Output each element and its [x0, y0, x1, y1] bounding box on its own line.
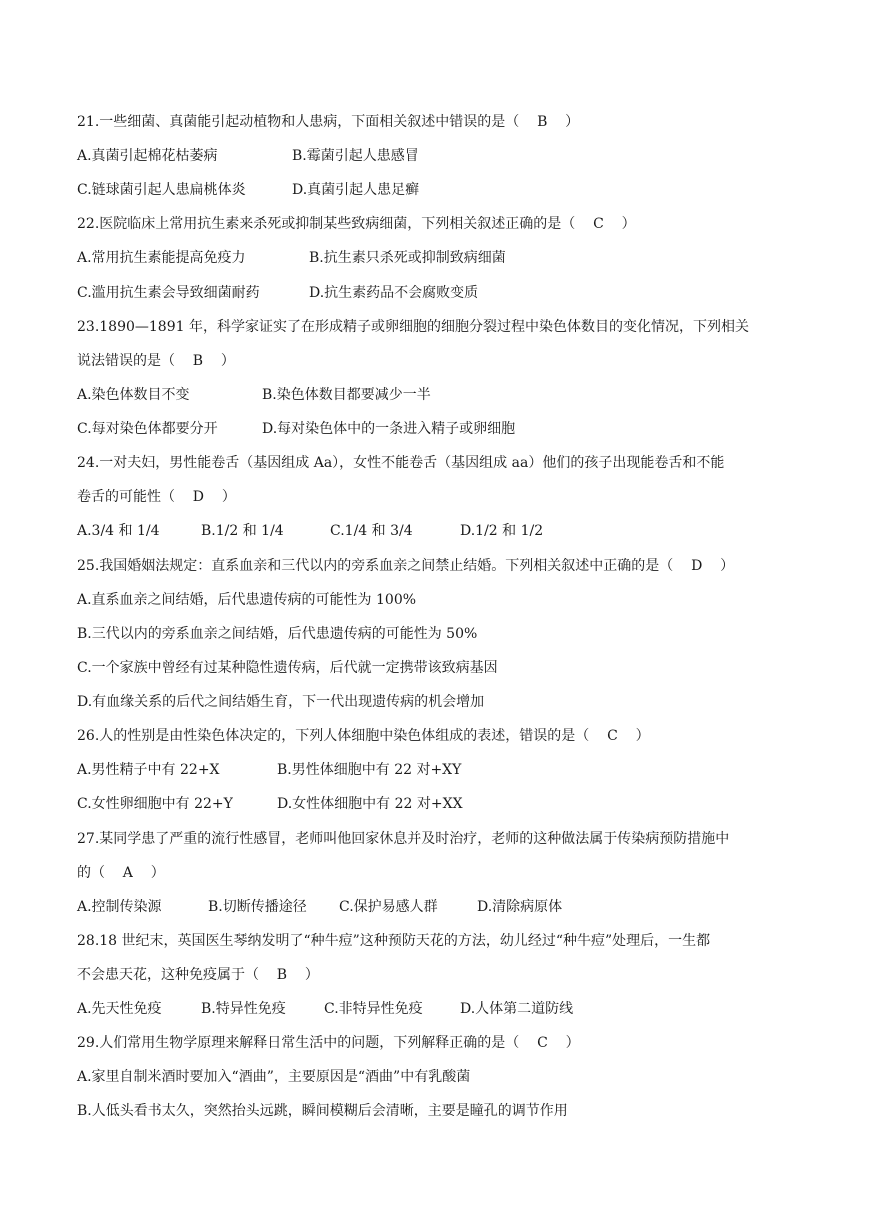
- question-22-stem: 22.医院临床上常用抗生素来杀死或抑制某些致病细菌，下列相关叙述正确的是（ C ）: [77, 216, 636, 232]
- question-25-option-d: D.有血缘关系的后代之间结婚生育，下一代出现遗传病的机会增加: [77, 694, 485, 710]
- question-24-option-a: A.3/4 和 1/4: [77, 523, 160, 539]
- question-28-option-d: D.人体第二道防线: [460, 1001, 574, 1017]
- question-26-option-b: B.男性体细胞中有 22 对+XY: [277, 762, 462, 778]
- question-24-stem-line1: 24.一对夫妇，男性能卷舌（基因组成 Aa），女性不能卷舌（基因组成 aa）他们的孩子出现能卷舌和不能: [77, 455, 725, 471]
- question-25-stem: 25.我国婚姻法规定：直系血亲和三代以内的旁系血亲之间禁止结婚。下列相关叙述中正确的是（ D ）: [77, 558, 735, 574]
- question-23-option-b: B.染色体数目都要减少一半: [262, 387, 431, 403]
- question-28-option-a: A.先天性免疫: [77, 1001, 162, 1017]
- question-27-stem-line1: 27.某同学患了严重的流行性感冒，老师叫他回家休息并及时治疗，老师的这种做法属于传染病预防措施中: [77, 831, 730, 847]
- question-28-stem-line1: 28.18 世纪末，英国医生琴纳发明了“种牛痘”这种预防天花的方法，幼儿经过“种牛痘”处理后，一生都: [77, 933, 711, 949]
- question-27-option-b: B.切断传播途径: [208, 899, 307, 915]
- question-21-option-d: D.真菌引起人患足癣: [292, 182, 420, 198]
- question-28-option-c: C.非特异性免疫: [324, 1001, 423, 1017]
- question-27-option-a: A.控制传染源: [77, 899, 162, 915]
- question-22-option-a: A.常用抗生素能提高免疫力: [77, 250, 246, 266]
- question-25-option-b: B.三代以内的旁系血亲之间结婚，后代患遗传病的可能性为 50%: [77, 626, 478, 642]
- question-26-option-d: D.女性体细胞中有 22 对+XX: [277, 796, 463, 812]
- question-24-option-c: C.1/4 和 3/4: [330, 523, 413, 539]
- question-29-option-b: B.人低头看书太久，突然抬头远跳，瞬间模糊后会清晰，主要是瞳孔的调节作用: [77, 1103, 568, 1119]
- question-28-stem-line2: 不会患天花，这种免疫属于（ B ）: [77, 967, 319, 983]
- question-21-stem: 21.一些细菌、真菌能引起动植物和人患病，下面相关叙述中错误的是（ B ）: [77, 114, 580, 130]
- question-24-option-b: B.1/2 和 1/4: [201, 523, 284, 539]
- question-26-stem: 26.人的性别是由性染色体决定的，下列人体细胞中染色体组成的表述，错误的是（ C ）: [77, 728, 650, 744]
- question-21-option-a: A.真菌引起棉花枯萎病: [77, 148, 218, 164]
- question-25-option-c: C.一个家族中曾经有过某种隐性遗传病，后代就一定携带该致病基因: [77, 660, 498, 676]
- question-23-option-a: A.染色体数目不变: [77, 387, 190, 403]
- question-25-option-a: A.直系血亲之间结婚，后代患遗传病的可能性为 100%: [77, 592, 417, 608]
- question-22-option-b: B.抗生素只杀死或抑制致病细菌: [309, 250, 506, 266]
- question-26-option-c: C.女性卵细胞中有 22+Y: [77, 796, 233, 812]
- question-23-option-d: D.每对染色体中的一条进入精子或卵细胞: [262, 421, 516, 437]
- question-24-option-d: D.1/2 和 1/2: [460, 523, 544, 539]
- question-29-option-a: A.家里自制米酒时要加入“酒曲”，主要原因是“酒曲”中有乳酸菌: [77, 1069, 471, 1085]
- question-28-option-b: B.特异性免疫: [201, 1001, 286, 1017]
- question-21-option-c: C.链球菌引起人患扁桃体炎: [77, 182, 246, 198]
- question-26-option-a: A.男性精子中有 22+X: [77, 762, 220, 778]
- question-22-option-c: C.滥用抗生素会导致细菌耐药: [77, 285, 260, 301]
- question-23-option-c: C.每对染色体都要分开: [77, 421, 218, 437]
- question-22-option-d: D.抗生素药品不会腐败变质: [309, 285, 479, 301]
- question-27-option-d: D.清除病原体: [477, 899, 563, 915]
- question-27-stem-line2: 的（ A ）: [77, 865, 165, 881]
- question-23-stem-line1: 23.1890—1891 年，科学家证实了在形成精子或卵细胞的细胞分裂过程中染色体数目的变化情况，下列相关: [77, 319, 749, 335]
- question-27-option-c: C.保护易感人群: [339, 899, 438, 915]
- question-21-option-b: B.霉菌引起人患感冒: [292, 148, 419, 164]
- question-23-stem-line2: 说法错误的是（ B ）: [77, 353, 235, 369]
- question-29-stem: 29.人们常用生物学原理来解释日常生活中的问题，下列解释正确的是（ C ）: [77, 1035, 580, 1051]
- question-24-stem-line2: 卷舌的可能性（ D ）: [77, 489, 236, 505]
